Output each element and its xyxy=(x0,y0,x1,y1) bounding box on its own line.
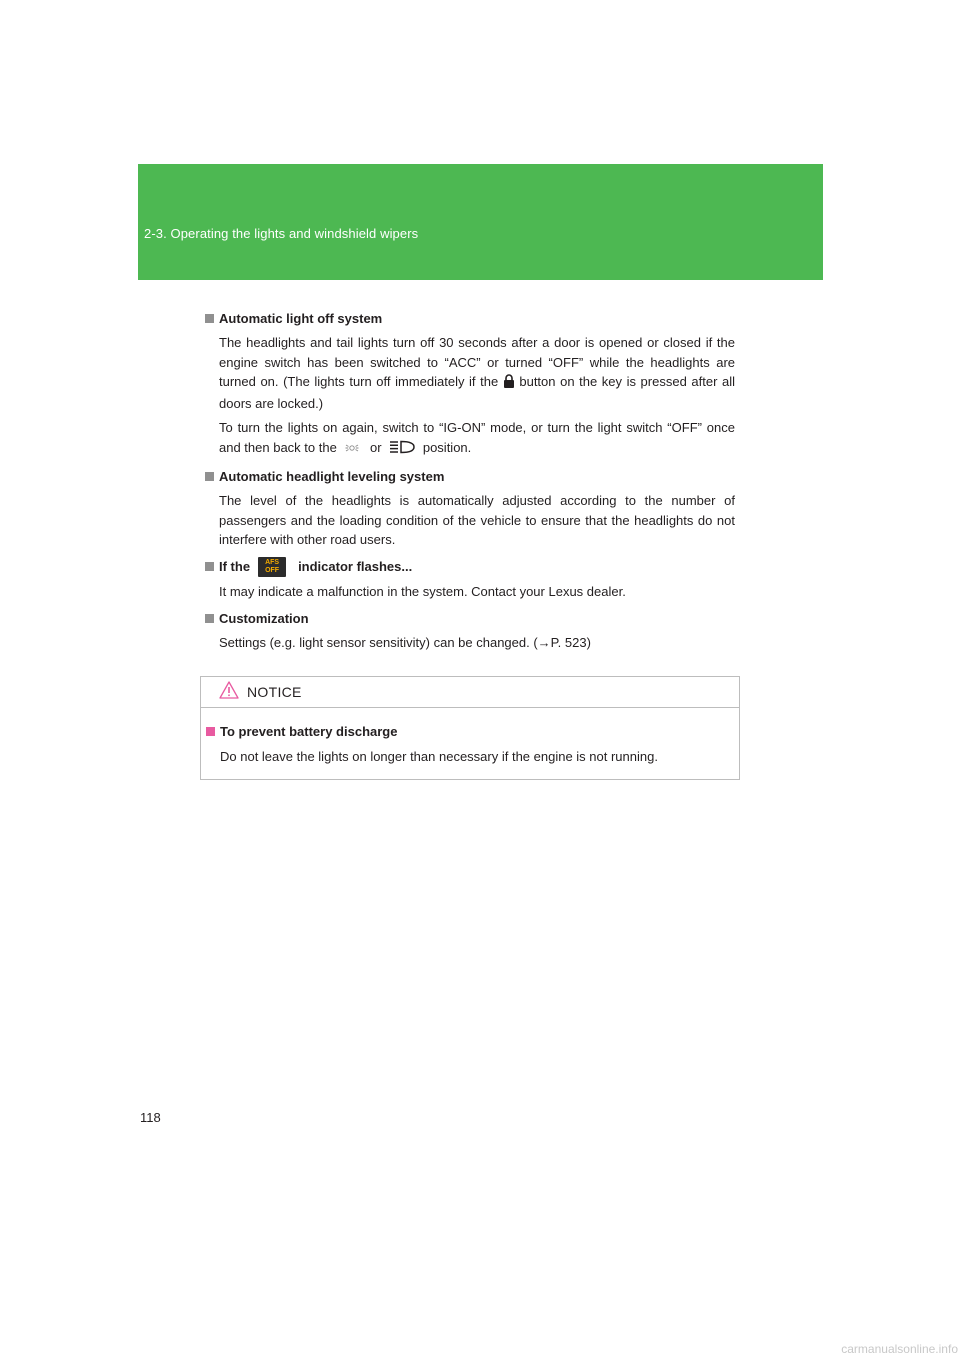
square-bullet-icon xyxy=(206,727,215,736)
tail-light-icon xyxy=(344,440,360,460)
section-header-band xyxy=(138,164,823,280)
automatic-light-off-paragraph-1: The headlights and tail lights turn off 30 seconds after a door is opened or closed if the engine switch has been switched to “ACC” or turned “OFF” while the headlights are turned on. (The lights turn off immediately if the button on the key is pressed after all doors are locked.) xyxy=(219,335,735,411)
notice-header xyxy=(201,677,739,708)
headlight-icon xyxy=(389,440,415,460)
warning-triangle-icon xyxy=(219,681,239,704)
square-bullet-icon xyxy=(205,562,214,571)
main-content xyxy=(205,308,735,658)
watermark-logo xyxy=(0,1338,960,1358)
square-bullet-icon xyxy=(205,472,214,481)
headlight-leveling-paragraph: The level of the headlights is automatically adjusted according to the number of passengers and the loading condition of the vehicle to ensure that the headlights do not interfere with other road users. xyxy=(219,493,735,547)
afs-indicator-paragraph: It may indicate a malfunction in the system. Contact your Lexus dealer. xyxy=(219,583,626,599)
section-heading-headlight-leveling: Automatic headlight leveling system xyxy=(205,466,735,486)
notice-text: Do not leave the lights on longer than necessary if the engine is not running. xyxy=(220,749,658,764)
section-heading-afs-indicator: If the AFS OFF indicator flashes... xyxy=(205,557,735,577)
square-bullet-icon xyxy=(205,614,214,623)
notice-body xyxy=(201,708,739,766)
section-heading-automatic-light-off: Automatic light off system xyxy=(205,308,735,328)
afs-off-indicator-icon: AFS OFF xyxy=(258,557,286,577)
svg-text:carmanualsonline.info: carmanualsonline.info xyxy=(841,1342,958,1356)
customization-paragraph: Settings (e.g. light sensor sensitivity) can be changed. (→P. 523) xyxy=(219,635,591,650)
notice-title: NOTICE xyxy=(247,684,302,700)
notice-heading: To prevent battery discharge xyxy=(206,722,739,740)
section-heading-customization: Customization xyxy=(205,608,735,628)
lock-icon xyxy=(503,374,515,394)
page-number: 118 xyxy=(140,1110,161,1125)
section-title: 2-3. Operating the lights and windshield wipers xyxy=(144,226,419,241)
notice-box xyxy=(200,676,740,780)
automatic-light-off-paragraph-2: To turn the lights on again, switch to “IG-ON” mode, or turn the light switch “OFF” once and then back to the or position. xyxy=(219,418,735,459)
square-bullet-icon xyxy=(205,314,214,323)
